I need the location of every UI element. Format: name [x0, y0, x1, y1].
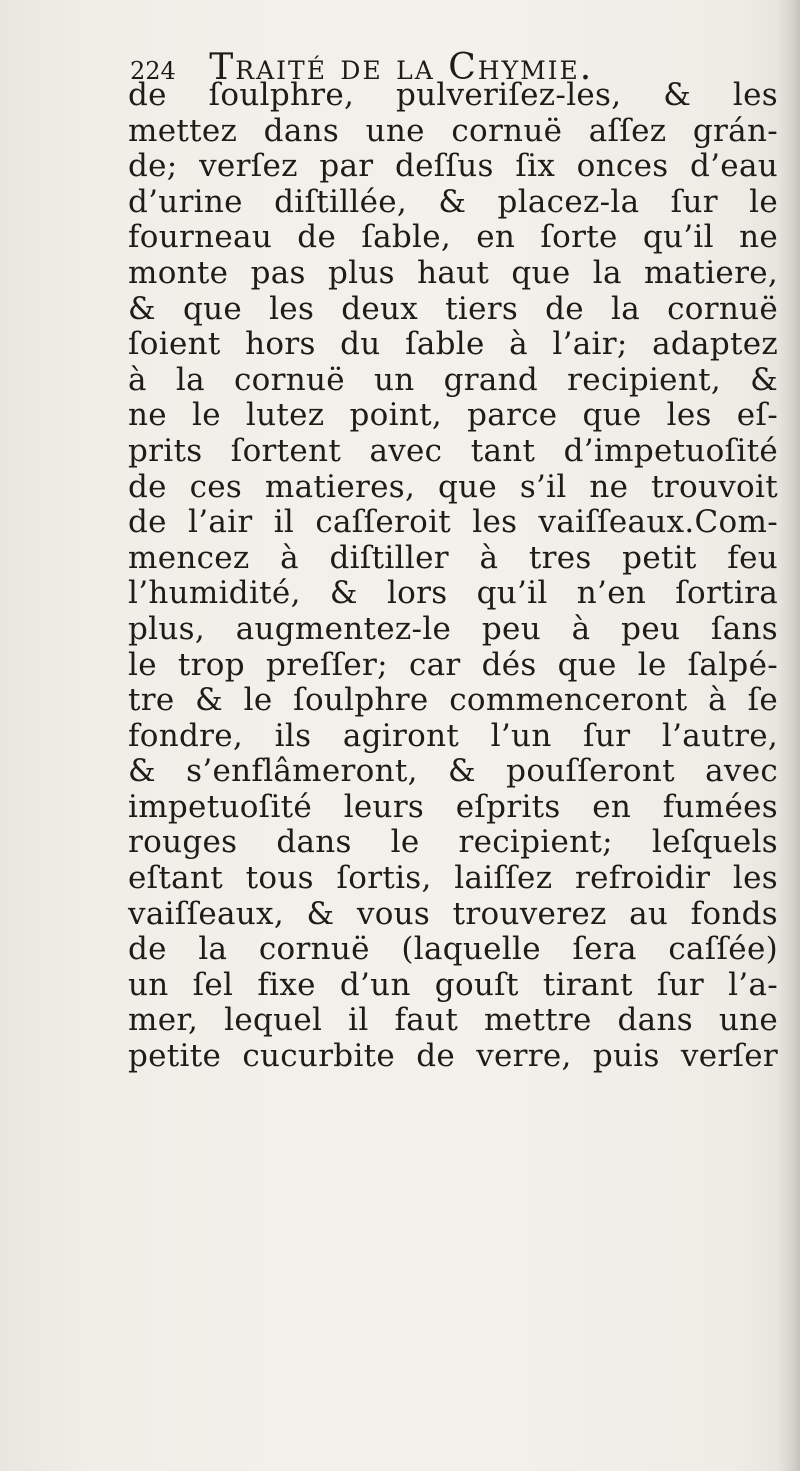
text-line: ne le lutez point, parce que les eſ- — [128, 397, 778, 434]
text-line: mettez dans une cornuë aſſez grán- — [128, 112, 778, 149]
text-line: de ſoulphre, pulveriſez-les, & les — [128, 77, 778, 113]
text-line: & s’enflâmeront, & pouſſeront avec — [128, 753, 778, 790]
text-line: d’urine diſtillée, & placez-la ſur le — [128, 183, 778, 220]
text-line: de; verſez par deſſus ſix onces d’eau — [128, 148, 778, 185]
text-line: fourneau de ſable, en ſorte qu’il ne — [128, 219, 778, 256]
text-line: un ſel fixe d’un gouſt tirant ſur l’a- — [128, 966, 778, 1003]
text-line: à la cornuë un grand recipient, & — [128, 361, 778, 398]
text-line: de l’air il caſſeroit les vaiſſeaux.Com- — [128, 504, 778, 541]
text-line: fondre, ils agiront l’un ſur l’autre, — [128, 717, 778, 754]
text-line: mer, lequel il faut mettre dans une — [128, 1002, 778, 1039]
text-line: de ces matieres, que s’il ne trouvoit — [128, 468, 778, 505]
text-line: le trop preſſer; car dés que le ſalpé- — [128, 646, 778, 683]
text-line: tre & le ſoulphre commenceront à ſe — [128, 682, 778, 719]
body-text — [128, 78, 778, 1075]
text-line: prits ſortent avec tant d’impetuoſité — [128, 432, 778, 469]
text-line: vaiſſeaux, & vous trouverez au fonds — [128, 895, 778, 932]
page-edge-shadow — [778, 0, 800, 1471]
text-line: ſoient hors du ſable à l’air; adaptez — [128, 326, 778, 363]
text-line: l’humidité, & lors qu’il n’en ſortira — [128, 575, 778, 612]
text-line: monte pas plus haut que la matiere, — [128, 254, 778, 291]
text-line: eſtant tous ſortis, laiſſez refroidir les — [128, 860, 778, 897]
page-number: 224 — [130, 57, 176, 85]
text-line: plus, augmentez-le peu à peu ſans — [128, 610, 778, 647]
running-title: Traité de la Chymie. — [209, 47, 594, 88]
text-line: impetuoſité leurs eſprits en fumées — [128, 788, 778, 825]
text-line: & que les deux tiers de la cornuë — [128, 290, 778, 327]
text-line: de la cornuë (laquelle ſera caſſée) — [128, 931, 778, 968]
text-line: rouges dans le recipient; leſquels — [128, 824, 778, 861]
text-line: petite cucurbite de verre, puis verſer — [128, 1038, 778, 1075]
text-line: mencez à diſtiller à tres petit feu — [128, 539, 778, 576]
